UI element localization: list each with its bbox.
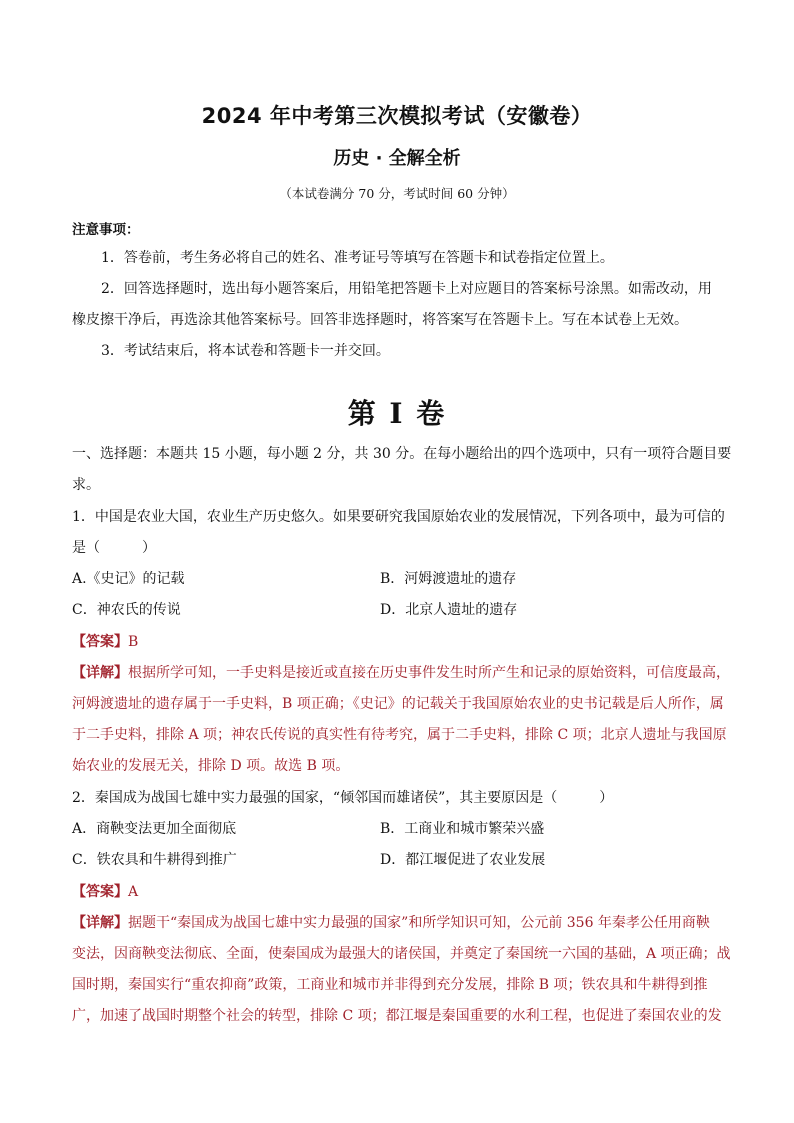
detail-label: 【详解】 xyxy=(72,665,128,681)
notice-item: 1．答卷前，考生务必将自己的姓名、准考证号等填写在答题卡和试卷指定位置上。 xyxy=(101,250,614,266)
section-intro: 一、选择题：本题共 15 小题，每小题 2 分，共 30 分。在每小题给出的四个选项中，只有一项符合题目要 xyxy=(72,446,732,462)
answer-value: B xyxy=(128,634,139,650)
question-2-answer xyxy=(72,881,138,901)
page-title: 2024 年中考第三次模拟考试（安徽卷） xyxy=(201,104,593,128)
question-1-option-a: A.《史记》的记载 xyxy=(72,571,185,587)
question-2-option-a: A．商鞅变法更加全面彻底 xyxy=(72,821,237,837)
answer-label: 【答案】 xyxy=(72,884,128,900)
exam-info: （本试卷满分 70 分，考试时间 60 分钟） xyxy=(279,186,515,201)
question-1-option-c: C．神农氏的传说 xyxy=(72,602,181,618)
question-2-option-b: B．工商业和城市繁荣兴盛 xyxy=(380,821,545,837)
section-intro: 求。 xyxy=(72,477,100,493)
question-1-option-d: D．北京人遗址的遗存 xyxy=(380,602,518,618)
question-1-stem: 1．中国是农业大国，农业生产历史悠久。如果要研究我国原始农业的发展情况，下列各项中，最为可信的 xyxy=(72,509,725,525)
notice-item: 橡皮擦干净后，再选涂其他答案标号。回答非选择题时，将答案写在答题卡上。写在本试卷上无效。 xyxy=(72,312,688,328)
detail-text: 根据所学可知，一手史料是接近或直接在历史事件发生时所产生和记录的原始资料，可信度最高， xyxy=(128,665,730,681)
question-1-option-b: B．河姆渡遗址的遗存 xyxy=(380,571,517,587)
detail-label: 【详解】 xyxy=(72,915,128,931)
detail-text: 变法，因商鞅变法彻底、全面，使秦国成为最强大的诸侯国，并奠定了秦国统一六国的基础，A 项正确；战 xyxy=(72,946,731,962)
answer-value: A xyxy=(128,884,139,900)
question-2-option-d: D．都江堰促进了农业发展 xyxy=(380,852,546,868)
question-2-option-c: C．铁农具和牛耕得到推广 xyxy=(72,852,237,868)
detail-text: 据题干“秦国成为战国七雄中实力最强的国家”和所学知识可知，公元前 356 年秦孝公任用商鞅 xyxy=(128,915,710,931)
detail-text: 于二手史料，排除 A 项；神农氏传说的真实性有待考究，属于二手史料，排除 C 项；北京人遗址与我国原 xyxy=(72,727,727,743)
detail-text: 国时期，秦国实行“重农抑商”政策，工商业和城市并非得到充分发展，排除 B 项；铁农具和牛耕得到推 xyxy=(72,977,708,993)
section-title: 第 I 卷 xyxy=(347,397,447,430)
question-1-stem: 是（ ） xyxy=(72,540,156,556)
question-1-detail xyxy=(72,662,730,682)
question-1-answer xyxy=(72,631,138,651)
detail-text: 广，加速了战国时期整个社会的转型，排除 C 项；都江堰是秦国重要的水利工程，也促进了秦国农业的发 xyxy=(72,1008,722,1024)
detail-text: 始农业的发展无关，排除 D 项。故选 B 项。 xyxy=(72,758,350,774)
notice-item: 3．考试结束后，将本试卷和答题卡一并交回。 xyxy=(101,343,390,359)
notice-label: 注意事项： xyxy=(72,222,140,238)
answer-label: 【答案】 xyxy=(72,634,128,650)
question-2-detail xyxy=(72,912,710,932)
page-subtitle: 历史 · 全解全析 xyxy=(333,148,461,169)
detail-text: 河姆渡遗址的遗存属于一手史料，B 项正确；《史记》的记载关于我国原始农业的史书记载是后人所作，属 xyxy=(72,696,724,712)
question-2-stem: 2．秦国成为战国七雄中实力最强的国家，“倾邻国而雄诸侯”，其主要原因是（ ） xyxy=(72,790,614,806)
notice-item: 2．回答选择题时，选出每小题答案后，用铅笔把答题卡上对应题目的答案标号涂黑。如需改动，用 xyxy=(101,281,712,297)
